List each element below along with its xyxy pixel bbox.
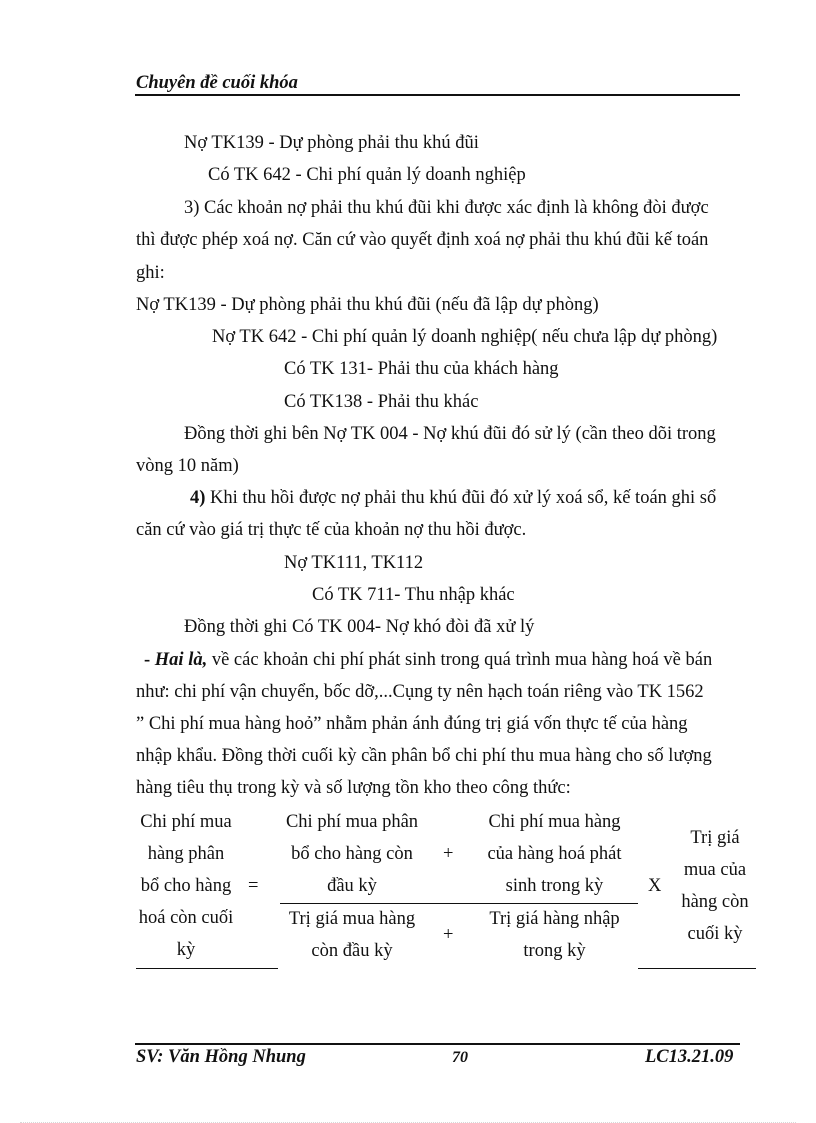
line-20: nhập khẩu. Đồng thời cuối kỳ cần phân bổ chi phí thu mua hàng cho số lượng: [136, 746, 712, 766]
line-5: ghi:: [136, 263, 165, 283]
item-number: 4): [190, 488, 206, 508]
formula-den-b-1: Trị giá hàng nhập: [489, 909, 620, 929]
formula-rhs-3: hàng còn: [681, 892, 749, 912]
formula-num-b-3: sinh trong kỳ: [505, 876, 604, 896]
formula-lhs-4: hoá còn cuối: [138, 908, 234, 928]
formula-plus-bottom: +: [443, 925, 454, 945]
formula-num-b-2: của hàng hoá phát: [487, 844, 622, 864]
formula-lhs-rule: [136, 968, 278, 969]
line-10: Đồng thời ghi bên Nợ TK 004 - Nợ khú đũi đó sử lý (cần theo dõi trong: [184, 424, 716, 444]
footer-page-number: 70: [452, 1049, 468, 1066]
formula-plus-top: +: [443, 844, 454, 864]
line-19: ” Chi phí mua hàng hoỏ” nhằm phản ánh đúng trị giá vốn thực tế của hàng: [136, 714, 688, 734]
formula-lhs-3: bổ cho hàng: [140, 876, 232, 896]
formula-lhs-1: Chi phí mua: [140, 812, 232, 832]
formula-equals: =: [248, 876, 259, 896]
hai-la-dash: -: [144, 650, 155, 670]
formula-den-b-2: trong kỳ: [523, 941, 586, 961]
line-6: Nợ TK139 - Dự phòng phải thu khú đũi (nếu đã lập dự phòng): [136, 295, 599, 315]
line-14: Nợ TK111, TK112: [284, 553, 424, 573]
formula-num-a-2: bổ cho hàng còn: [291, 844, 413, 864]
line-16: Đồng thời ghi Có TK 004- Nợ khó đòi đã xử lý: [184, 617, 535, 637]
line-9: Có TK138 - Phải thu khác: [284, 392, 479, 412]
line-8: Có TK 131- Phải thu của khách hàng: [284, 359, 559, 379]
formula-rhs-4: cuối kỳ: [687, 924, 743, 944]
line-12: [190, 489, 716, 508]
formula-num-b-1: Chi phí mua hàng: [488, 812, 621, 832]
line-1: Nợ TK139 - Dự phòng phải thu khú đũi: [184, 133, 479, 153]
footer-student: SV: Văn Hồng Nhung: [136, 1047, 306, 1067]
hai-la-label: Hai là,: [154, 650, 208, 670]
formula-fraction-bar: [280, 903, 638, 904]
line-4: thì được phép xoá nợ. Căn cứ vào quyết định xoá nợ phải thu khú đũi kế toán: [136, 230, 709, 250]
line-2: Có TK 642 - Chi phí quản lý doanh nghiệp: [208, 165, 526, 185]
line-7: Nợ TK 642 - Chi phí quản lý doanh nghiệp( nếu chưa lập dự phòng): [212, 327, 718, 347]
line-11: vòng 10 năm): [136, 456, 239, 476]
formula-rhs-1: Trị giá: [690, 828, 740, 848]
formula-rhs-rule: [638, 968, 756, 969]
header-rule: [135, 94, 740, 96]
line-18: như: chi phí vận chuyển, bốc dỡ,...Cụng ty nên hạch toán riêng vào TK 1562: [136, 682, 704, 702]
formula-num-a-3: đầu kỳ: [327, 876, 377, 896]
formula-num-a-1: Chi phí mua phân: [285, 812, 419, 832]
formula-times: X: [648, 876, 662, 896]
formula-rhs-2: mua của: [683, 860, 747, 880]
line-21: hàng tiêu thụ trong kỳ và số lượng tồn kho theo công thức:: [136, 778, 571, 798]
line-3: 3) Các khoản nợ phải thu khú đũi khi được xác định là không đòi được: [184, 198, 709, 218]
formula-den-a-1: Trị giá mua hàng: [288, 909, 416, 929]
formula-lhs-2: hàng phân: [147, 844, 225, 864]
line-17-text: về các khoản chi phí phát sinh trong quá trình mua hàng hoá về bán: [211, 650, 713, 670]
line-13: căn cứ vào giá trị thực tế của khoản nợ thu hồi được.: [136, 520, 527, 540]
footer-rule: [135, 1043, 740, 1045]
footer-class-code: LC13.21.09: [645, 1047, 734, 1067]
header-title: Chuyên đề cuối khóa: [136, 73, 298, 93]
line-12-text: Khi thu hồi được nợ phải thu khú đũi đó xử lý xoá sổ, kế toán ghi sổ: [210, 488, 717, 508]
line-15: Có TK 711- Thu nhập khác: [312, 585, 515, 605]
formula-den-a-2: còn đầu kỳ: [311, 941, 393, 961]
formula-lhs-5: kỳ: [176, 940, 196, 960]
line-17: [144, 651, 712, 670]
